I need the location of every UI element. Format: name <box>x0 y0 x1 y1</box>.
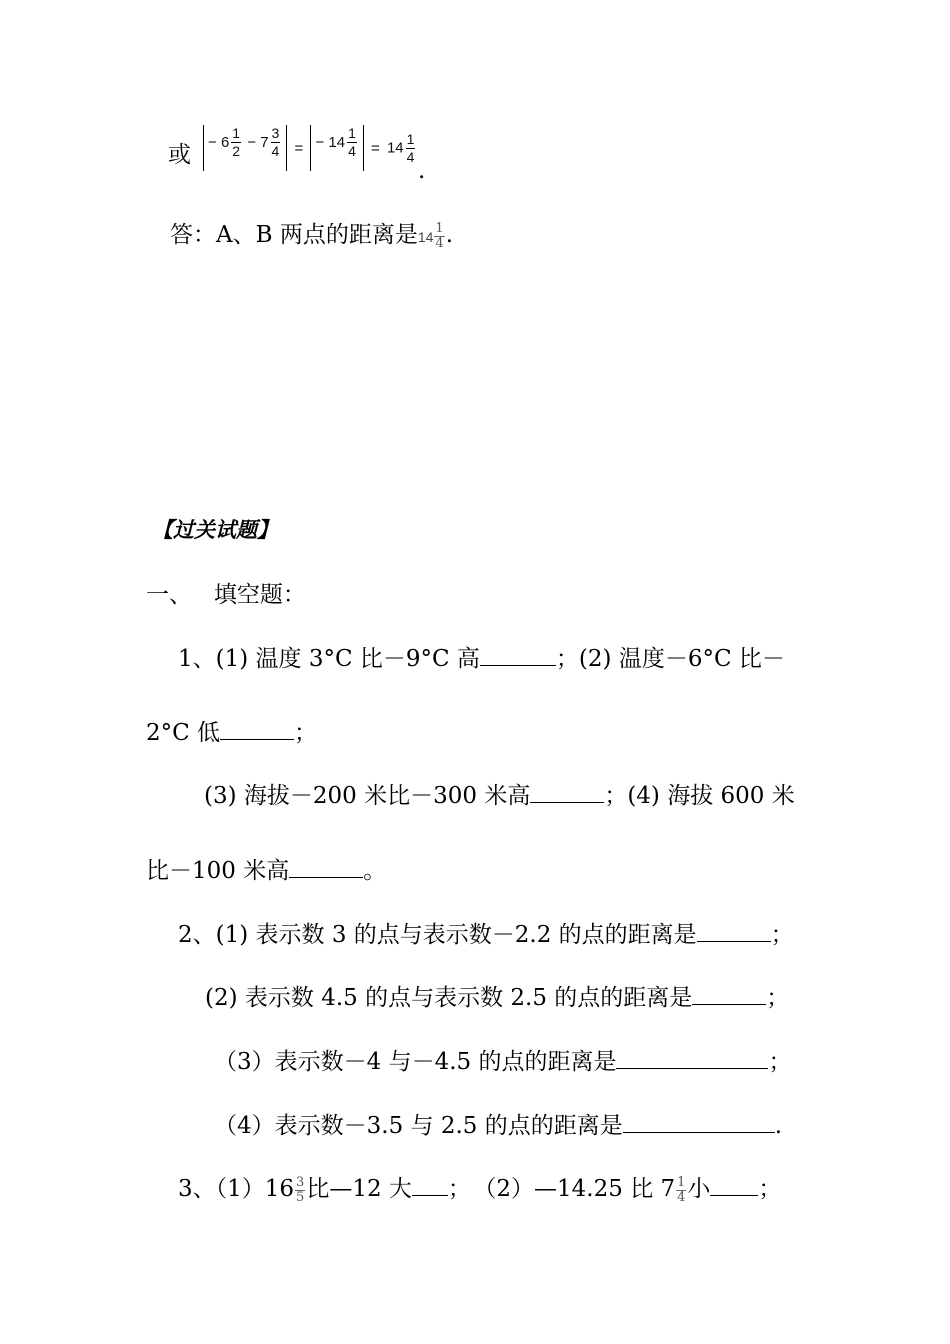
q3-line: 3、（1）16 $\frac{3}{5}$ 比—12 大 ； （2）—14.25 比 7 $\frac{1}{4}$ 小 ； <box>178 1174 782 1205</box>
answer-blank[interactable] <box>220 719 294 740</box>
answer-blank[interactable] <box>623 1112 775 1133</box>
formula-end: . <box>418 158 426 184</box>
abs-value-2: − 14 $\frac{1}{4}$ <box>310 125 363 171</box>
answer-blank[interactable] <box>289 857 363 878</box>
answer-blank[interactable] <box>616 1048 768 1069</box>
fraction: $\frac{1}{4}$ <box>406 130 415 165</box>
abs-value-1: − 6 $\frac{1}{2}$ − 7 $\frac{3}{4}$ <box>203 125 287 171</box>
answer-blank[interactable] <box>530 782 604 803</box>
q2-line-2: (2) 表示数 4.5 的点与表示数 2.5 的点的距离是 ； <box>205 985 790 1011</box>
answer-text: 答：A、B 两点的距离是 <box>170 222 418 248</box>
fraction: $\frac{3}{5}$ <box>296 1174 305 1205</box>
answer-line: 答：A、B 两点的距离是14 $\frac{1}{4}$ . <box>170 220 453 251</box>
q1-line-1: 1、(1) 温度 3°C 比－9°C 高 ；(2) 温度－6°C 比－ <box>178 646 785 672</box>
q2-line-1: 2、(1) 表示数 3 的点与表示数－2.2 的点的距离是 ； <box>178 922 794 948</box>
q1-line-2: 2°C 低 ； <box>146 720 318 746</box>
fraction: $\frac{1}{4}$ <box>348 125 356 159</box>
fraction: $\frac{1}{2}$ <box>232 125 241 159</box>
equals-sign: = <box>371 139 380 157</box>
formula-prefix: 或 <box>168 142 191 168</box>
fraction: $\frac{1}{4}$ <box>435 220 444 251</box>
section-title: 【过关试题】 <box>152 518 278 542</box>
part-title: 一、 填空题： <box>146 582 306 608</box>
distance-formula: − 6 $\frac{1}{2}$ − 7 $\frac{3}{4}$ = − 14 $\frac{1}{4}$ = 14 $\frac{1}{4}$ <box>203 125 417 171</box>
answer-blank[interactable] <box>480 645 556 666</box>
answer-blank[interactable] <box>697 921 771 942</box>
q2-line-3: （3）表示数－4 与－4.5 的点的距离是 ； <box>214 1049 792 1075</box>
q1-line-3: (3) 海拔－200 米比－300 米高 ；(4) 海拔 600 米 <box>204 783 795 809</box>
formula-line <box>168 126 191 176</box>
q2-line-4: （4）表示数－3.5 与 2.5 的点的距离是 . <box>214 1113 783 1139</box>
equals-sign: = <box>294 139 304 157</box>
answer-blank[interactable] <box>692 984 766 1005</box>
q1-line-4: 比－100 米高 。 <box>146 858 387 884</box>
fraction: $\frac{3}{4}$ <box>271 125 280 159</box>
answer-blank[interactable] <box>412 1175 448 1196</box>
fraction: $\frac{1}{4}$ <box>677 1174 686 1205</box>
answer-blank[interactable] <box>710 1175 758 1196</box>
